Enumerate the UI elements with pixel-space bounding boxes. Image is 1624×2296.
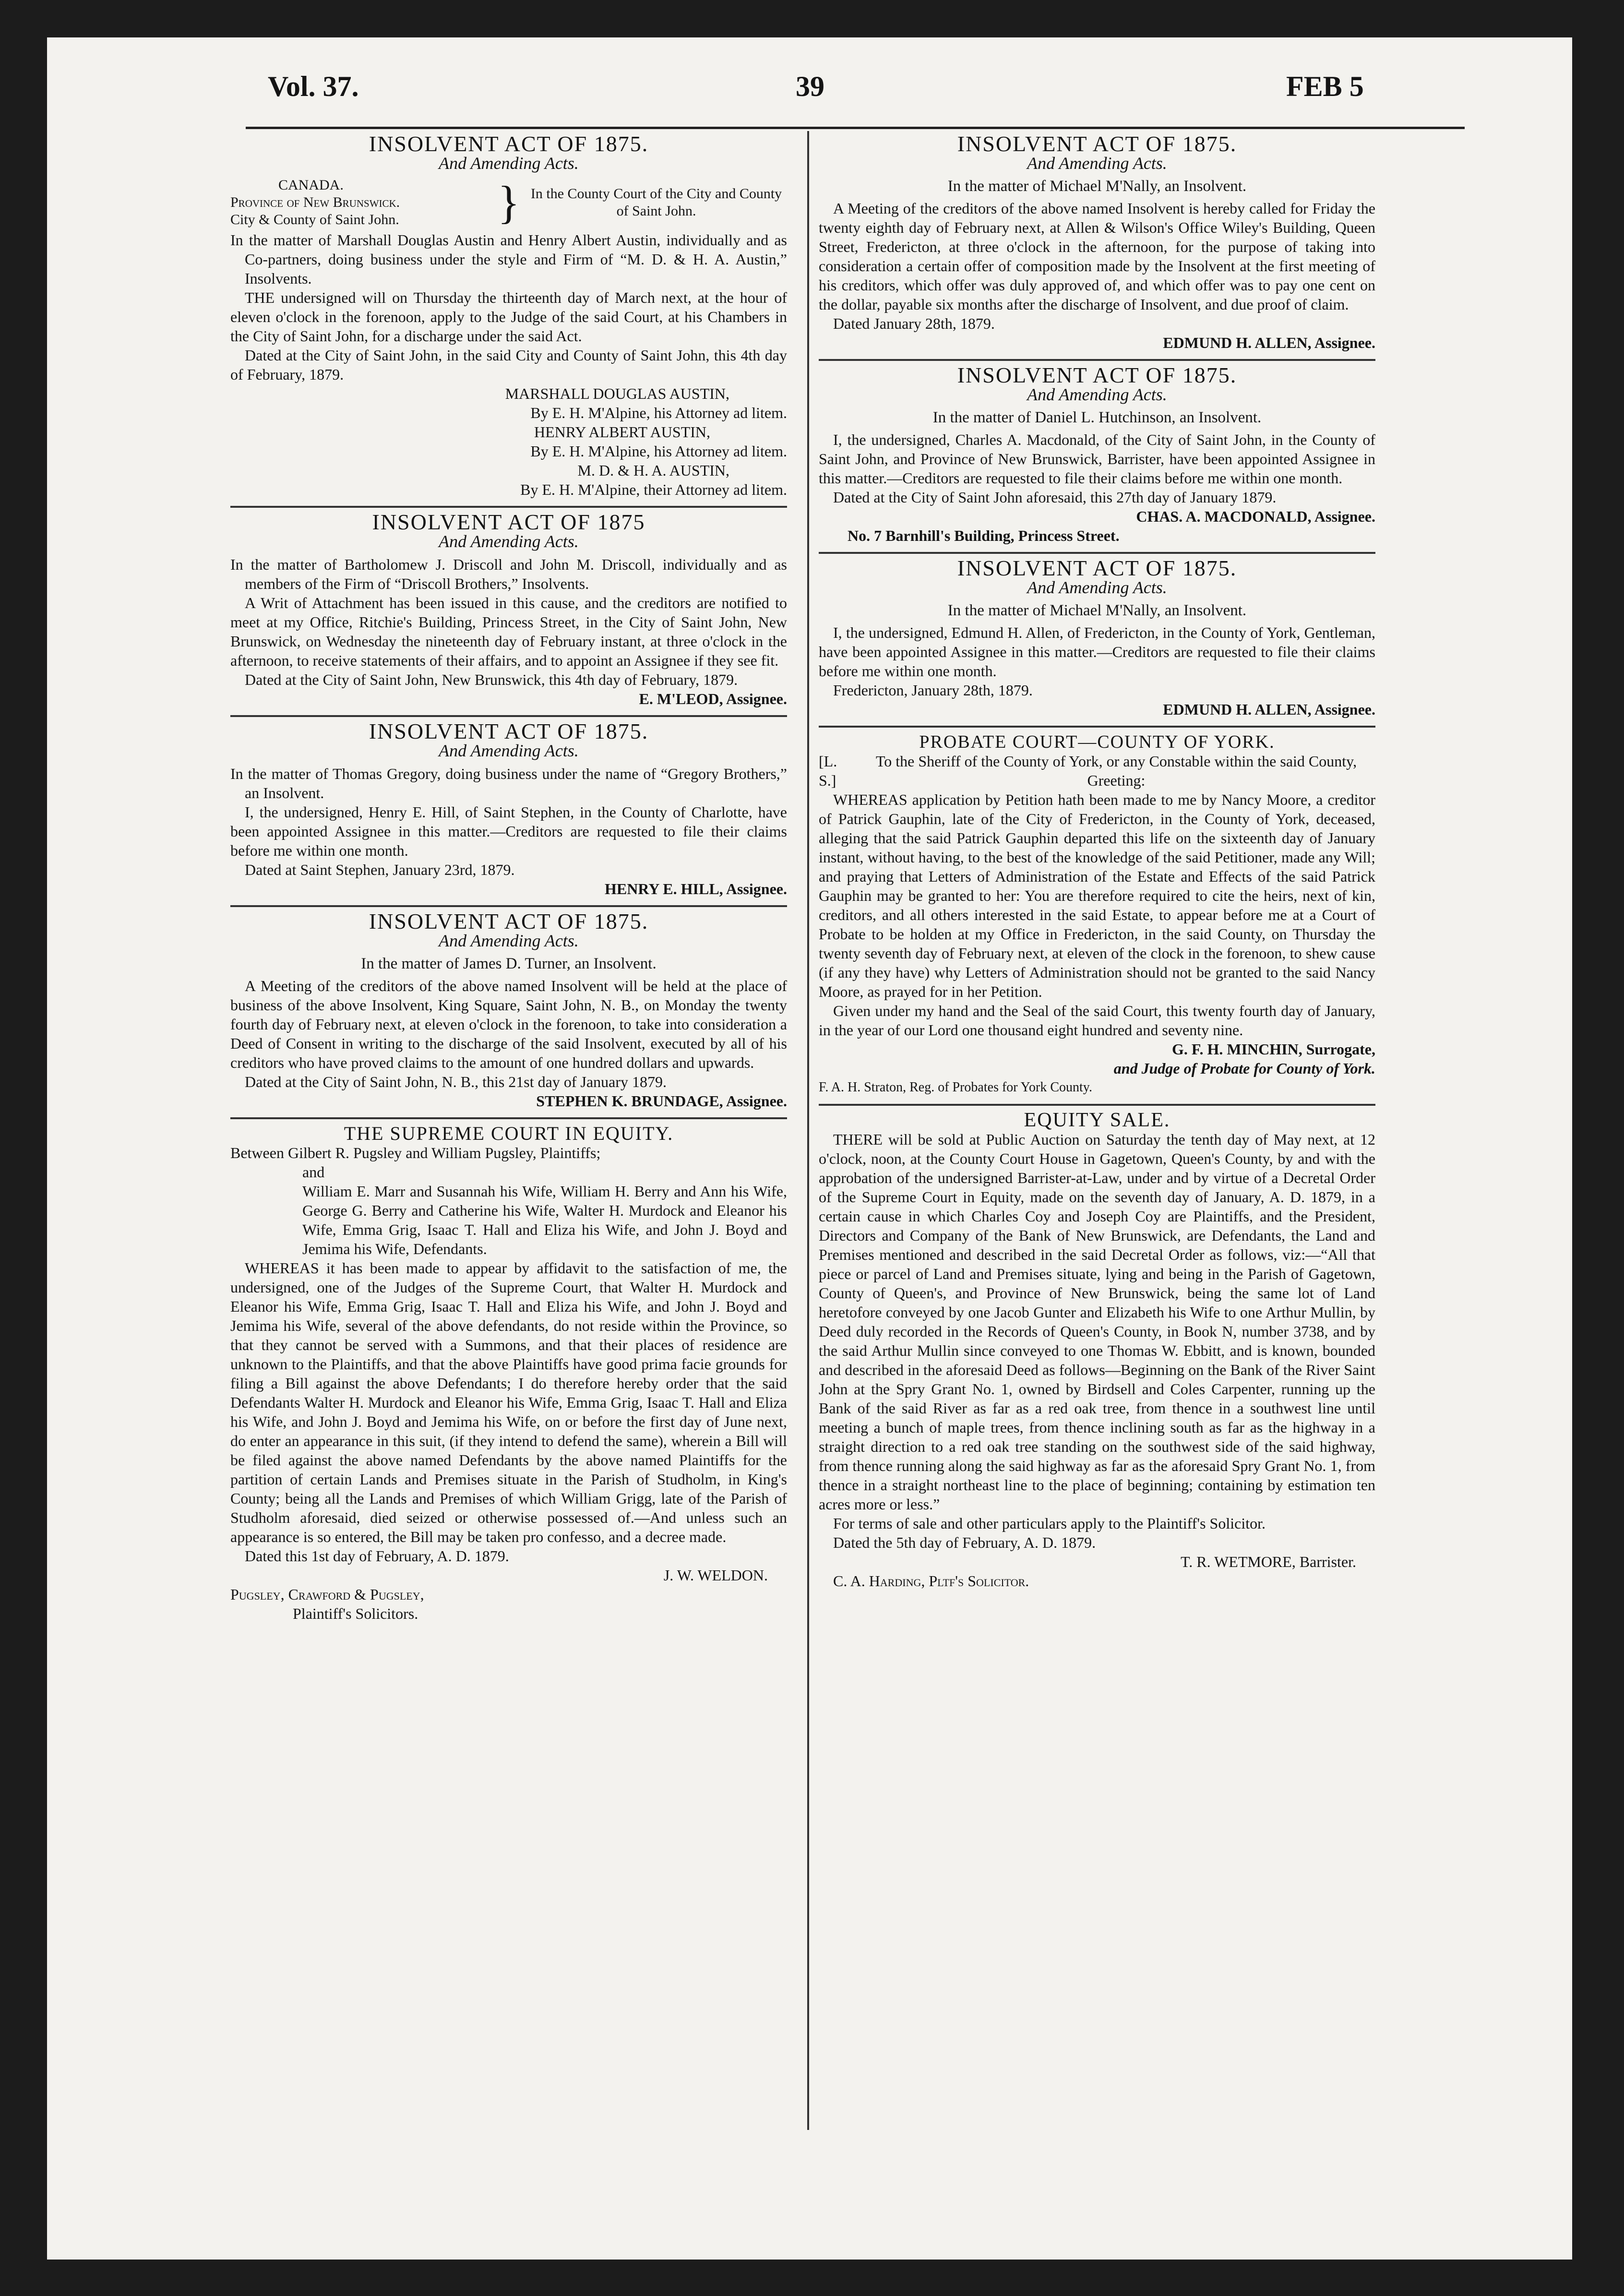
assignee-address: No. 7 Barnhill's Building, Princess Street.: [848, 527, 1120, 544]
notice-matter: In the matter of James D. Turner, an Insolvent.: [361, 955, 657, 972]
notice-austin: [230, 134, 787, 499]
notice-subtitle: And Amending Acts.: [439, 532, 579, 551]
notice-turner: [230, 909, 787, 1111]
judge-signature: J. W. WELDON.: [663, 1567, 768, 1584]
notice-matter: In the matter of Bartholomew J. Driscoll and John M. Driscoll, individually and as members of the Firm of “Driscoll Brothers,” Insolvents.: [230, 556, 787, 592]
notice-dated: Dated this 1st day of February, A. D. 1879.: [245, 1547, 509, 1565]
notice-subtitle: And Amending Acts.: [1027, 154, 1167, 173]
notice-terms: For terms of sale and other particulars apply to the Plaintiff's Solicitor.: [833, 1515, 1266, 1532]
notice-divider: [819, 552, 1375, 554]
notice-hutchinson: [819, 363, 1375, 545]
notice-subtitle: And Amending Acts.: [439, 931, 579, 950]
volume-number: Vol. 37.: [268, 71, 359, 102]
notice-supreme-court: [230, 1124, 787, 1623]
notice-body: THE undersigned will on Thursday the thirteenth day of March next, at the hour of eleven o'clock in the forenoon, apply to the Judge of the said Court, at his Chambers in the City of Saint John, for a discharge under the said Act.: [230, 289, 787, 345]
signature-attorney: By E. H. M'Alpine, his Attorney ad litem.: [530, 442, 787, 460]
notice-divider: [819, 1104, 1375, 1106]
signature-attorney: By E. H. M'Alpine, their Attorney ad litem.: [520, 481, 787, 498]
notice-matter: In the matter of Thomas Gregory, doing business under the name of “Gregory Brothers,” an Insolvent.: [230, 765, 787, 801]
notice-signature: EDMUND H. ALLEN, Assignee.: [1163, 701, 1375, 718]
notice-title: INSOLVENT ACT OF 1875.: [957, 363, 1237, 387]
signature-name: M. D. & H. A. AUSTIN,: [577, 462, 729, 479]
province-label: Province of New Brunswick.: [230, 194, 400, 210]
notice-body: A Meeting of the creditors of the above named Insolvent is hereby called for Friday the twenty eighth day of February next, at Allen & Wilson's Office Wiley's Building, Queen Street, Fredericton, at three o'clock in the afternoon, for the purpose of taking into consideration a certain offer of composition made by the Insolvent at the first meeting of his creditors, which offer was duly approved of, and which offer was to pay one cent on the dollar, payable six months after the discharge of Insolvent, and due proof of claim.: [819, 200, 1375, 313]
notice-title: PROBATE COURT—COUNTY OF YORK.: [919, 732, 1275, 752]
notice-body: I, the undersigned, Charles A. Macdonald, of the City of Saint John, in the County of Saint John, and Province of New Brunswick, Barrister, have been appointed Assignee in this matter.—Creditors are requested to file their claims before me within one month.: [819, 431, 1375, 487]
notice-matter: In the matter of Daniel L. Hutchinson, an Insolvent.: [932, 409, 1262, 426]
notice-body: A Meeting of the creditors of the above named Insolvent will be held at the place of business of the above Insolvent, King Square, Saint John, N. B., on Monday the twenty fourth day of February next, at eleven o'clock in the forenoon, to take into consideration a Deed of Consent in writing to the discharge of the said Insolvent, executed by all of his creditors who have proved claims to the amount of one hundred dollars and upwards.: [230, 977, 787, 1071]
notice-body: WHEREAS it has been made to appear by affidavit to the satisfaction of me, the undersigned, one of the Judges of the Supreme Court, that Walter H. Murdock and Eleanor his Wife, Emma Grig, Isaac T. Hall and Eliza his Wife, and John J. Boyd and Jemima his Wife, several of the above defendants, do not reside within the Province, so that they cannot be served with a Summons, and that their places of residence are unknown to the Plaintiffs, and that the above Plaintiffs have good prima facie grounds for filing a Bill against the above Defendants; I do therefore hereby order that the said Defendants Walter H. Murdock and Eleanor his Wife, Emma Grig, Isaac T. Hall and Eliza his Wife, and John J. Boyd and Jemima his Wife, on or before the first day of June next, do enter an appearance in this suit, (if they intend to defend the same), wherein a Bill will be filed against the above named Defendants by the above named Plaintiffs for the partition of certain Lands and Premises situate in the Parish of Studholm, in King's County; being all the Lands and Premises of which William Grigg, late of the Parish of Studholm aforesaid, died seized or otherwise possessed of.—And unless such an appearance is so entered, the Bill may be taken pro confesso, and a decree made.: [230, 1259, 787, 1545]
notice-divider: [230, 715, 787, 717]
notice-divider: [819, 726, 1375, 728]
notice-dated: Dated at the City of Saint John, N. B., this 21st day of January 1879.: [245, 1073, 667, 1090]
solicitors-role: Plaintiff's Solicitors.: [293, 1605, 418, 1622]
right-column: [819, 133, 1375, 1590]
signature-name: HENRY ALBERT AUSTIN,: [534, 423, 710, 441]
notice-title: INSOLVENT ACT OF 1875.: [369, 719, 649, 743]
notice-equity-sale: [819, 1111, 1375, 1590]
notice-dated: Dated the 5th day of February, A. D. 1879.: [833, 1534, 1096, 1551]
notice-divider: [230, 506, 787, 508]
notice-body: I, the undersigned, Edmund H. Allen, of Fredericton, in the County of York, Gentleman, have been appointed Assignee in this matter.—Creditors are requested to file their claims before me within one month.: [819, 624, 1375, 680]
notice-title: INSOLVENT ACT OF 1875.: [957, 556, 1237, 580]
jurisdiction-block: [230, 177, 787, 228]
signature-attorney: By E. H. M'Alpine, his Attorney ad litem.: [530, 404, 787, 421]
notice-signature: EDMUND H. ALLEN, Assignee.: [1163, 334, 1375, 351]
solicitors-name: Pugsley, Crawford & Pugsley,: [230, 1586, 424, 1603]
left-column: [230, 133, 787, 1623]
notice-divider: [230, 1117, 787, 1119]
notice-dated: Dated at Saint Stephen, January 23rd, 1879.: [245, 861, 515, 878]
notice-body: A Writ of Attachment has been issued in this cause, and the creditors are notified to meet at my Office, Ritchie's Building, Princess Street, in the City of Saint John, New Brunswick, on Wednesday the nineteenth day of February instant, at three o'clock in the afternoon, to receive statements of their affairs, and to appoint an Assignee if they see fit.: [230, 594, 787, 669]
gazette-page: [47, 37, 1572, 2260]
notice-title: INSOLVENT ACT OF 1875.: [369, 132, 649, 156]
notice-dated: Dated at the City of Saint John aforesaid, this 27th day of January 1879.: [833, 489, 1277, 506]
barrister-signature: T. R. WETMORE, Barrister.: [1181, 1553, 1356, 1570]
notice-body: THERE will be sold at Public Auction on Saturday the tenth day of May next, at 12 o'clock, noon, at the County Court House in Gagetown, Queen's County, by and with the approbation of the undersigned Barrister-at-Law, under and by virtue of a Decretal Order of the Supreme Court in Equity, made on the seventh day of January, A. D. 1879, in a certain cause in which Charles Coy and Joseph Coy are Plaintiffs, and the President, Directors and Company of the Bank of New Brunswick, are Defendants, the Land and Premises mentioned and described in the said Decretal Order as follows, viz:—“All that piece or parcel of Land and Premises situate, lying and being in the Parish of Gagetown, County of Queen's, and Province of New Brunswick, being the same lot of Land heretofore conveyed by one Jacob Gunter and Elizabeth his Wife to one Arthur Mullin, by Deed duly recorded in the Records of Queen's County, in Book N, number 3738, and by the said Arthur Mullin since conveyed to one Thomas W. Ebbitt, and is known, bounded and described in the aforesaid Deed as follows—Beginning on the Bank of the River Saint John at the Spry Grant No. 1, owned by Birdsell and Coles Carpenter, running up the Bank of the said River as far as a red oak tree, from thence in a southwest line until meeting a bunch of maple trees, from thence inclining south as far as the highway in a straight direction to a red oak tree standing on the southwest side of the said highway, from thence running along the said highway as far as the aforesaid Spry Grant No. 1, from thence in a straight northeast line to the place of beginning; containing by estimation ten acres more or less.”: [819, 1131, 1375, 1513]
notice-body: WHEREAS application by Petition hath been made to me by Nancy Moore, a creditor of Patrick Gauphin, late of the City of Fredericton, in the County of York, deceased, alleging that the said Patrick Gauphin departed this life on the sixteenth day of January instant, without having, to the best of the knowledge of the said Petitioner, made any Will; and praying that Letters of Administration of the Estate and Effects of the said Patrick Gauphin may be granted to her: You are therefore required to cite the heirs, next of kin, creditors, and all others interested in the said Estate, to appear before me at a Court of Probate to be holden at my Office in Fredericton, in the said County, on Thursday the twenty seventh day of February next, at eleven of the clock in the forenoon, to shew cause (if any they have) why Letters of Administration should not be granted to the said Nancy Moore, as prayed for in her Petition.: [819, 791, 1375, 1000]
notice-signature: CHAS. A. MACDONALD, Assignee.: [1136, 508, 1375, 525]
page-number: 39: [796, 71, 824, 102]
seal-label: [L. S.]: [819, 753, 837, 789]
notice-mnally-assignee: [819, 556, 1375, 719]
parties-defendants: William E. Marr and Susannah his Wife, William H. Berry and Ann his Wife, George G. Berry and Catherine his Wife, Walter H. Murdock and Eleanor his Wife, Emma Grig, Isaac T. Hall and Eliza his Wife, and John J. Boyd and Jemima his Wife, Defendants.: [302, 1183, 787, 1257]
surrogate-title: and Judge of Probate for County of York.: [1113, 1060, 1375, 1077]
notice-signature: STEPHEN K. BRUNDAGE, Assignee.: [536, 1092, 787, 1110]
notice-gregory: [230, 719, 787, 898]
page-header: [47, 65, 1572, 123]
registrar-line: F. A. H. Straton, Reg. of Probates for York County.: [819, 1080, 1092, 1095]
notice-dated: Dated at the City of Saint John, in the said City and County of Saint John, this 4th day of February, 1879.: [230, 347, 787, 383]
notice-subtitle: And Amending Acts.: [439, 154, 579, 173]
notice-dated: Dated January 28th, 1879.: [833, 315, 995, 332]
greeting-text: To the Sheriff of the County of York, or any Constable within the said County, Greeting:: [875, 753, 1357, 789]
notice-title: INSOLVENT ACT OF 1875: [372, 510, 645, 534]
notice-title: INSOLVENT ACT OF 1875.: [369, 909, 649, 933]
notice-signature: E. M'LEOD, Assignee.: [639, 690, 787, 707]
notice-divider: [819, 359, 1375, 361]
notice-body: I, the undersigned, Henry E. Hill, of Saint Stephen, in the County of Charlotte, have been appointed Assignee in this matter.—Creditors are requested to file their claims before me within one month.: [230, 803, 787, 859]
notice-title: INSOLVENT ACT OF 1875.: [957, 132, 1237, 156]
notice-probate: [819, 732, 1375, 1097]
city-label: City & County of Saint John.: [230, 212, 399, 227]
signature-name: MARSHALL DOUGLAS AUSTIN,: [505, 385, 729, 402]
parties-plaintiffs: Between Gilbert R. Pugsley and William Pugsley, Plaintiffs;: [230, 1144, 601, 1161]
notice-driscoll: [230, 510, 787, 708]
notice-divider: [230, 905, 787, 907]
notice-signature: HENRY E. HILL, Assignee.: [605, 880, 787, 897]
notice-dated: Dated at the City of Saint John, New Brunswick, this 4th day of February, 1879.: [245, 671, 738, 688]
court-label: In the County Court of the City and County of Saint John.: [530, 186, 782, 219]
brace-symbol: }: [497, 177, 520, 228]
notice-matter: In the matter of Marshall Douglas Austin and Henry Albert Austin, individually and as Co-partners, doing business under the style and Firm of “M. D. & H. A. Austin,” Insolvents.: [230, 231, 787, 287]
notice-subtitle: And Amending Acts.: [439, 741, 579, 760]
notice-matter: In the matter of Michael M'Nally, an Insolvent.: [947, 602, 1247, 619]
canada-label: CANADA.: [278, 177, 344, 193]
header-rule: [246, 127, 1465, 129]
notice-title: EQUITY SALE.: [1024, 1109, 1170, 1131]
notice-subtitle: And Amending Acts.: [1027, 578, 1167, 597]
column-divider: [807, 131, 809, 2130]
surrogate-signature: G. F. H. MINCHIN, Surrogate,: [1172, 1040, 1375, 1058]
notice-mnally-meeting: [819, 134, 1375, 352]
notice-matter: In the matter of Michael M'Nally, an Insolvent.: [947, 178, 1247, 195]
notice-title: THE SUPREME COURT IN EQUITY.: [344, 1123, 674, 1144]
issue-date: FEB 5: [1286, 71, 1364, 102]
parties-and: and: [302, 1163, 325, 1181]
solicitor-line: C. A. Harding, Pltf's Solicitor.: [833, 1572, 1029, 1590]
notice-dated: Fredericton, January 28th, 1879.: [833, 682, 1033, 699]
notice-subtitle: And Amending Acts.: [1027, 385, 1167, 404]
seal-greeting: [819, 752, 1375, 790]
notice-given: Given under my hand and the Seal of the said Court, this twenty fourth day of January, in the year of our Lord one thousand eight hundred and seventy nine.: [819, 1002, 1375, 1039]
